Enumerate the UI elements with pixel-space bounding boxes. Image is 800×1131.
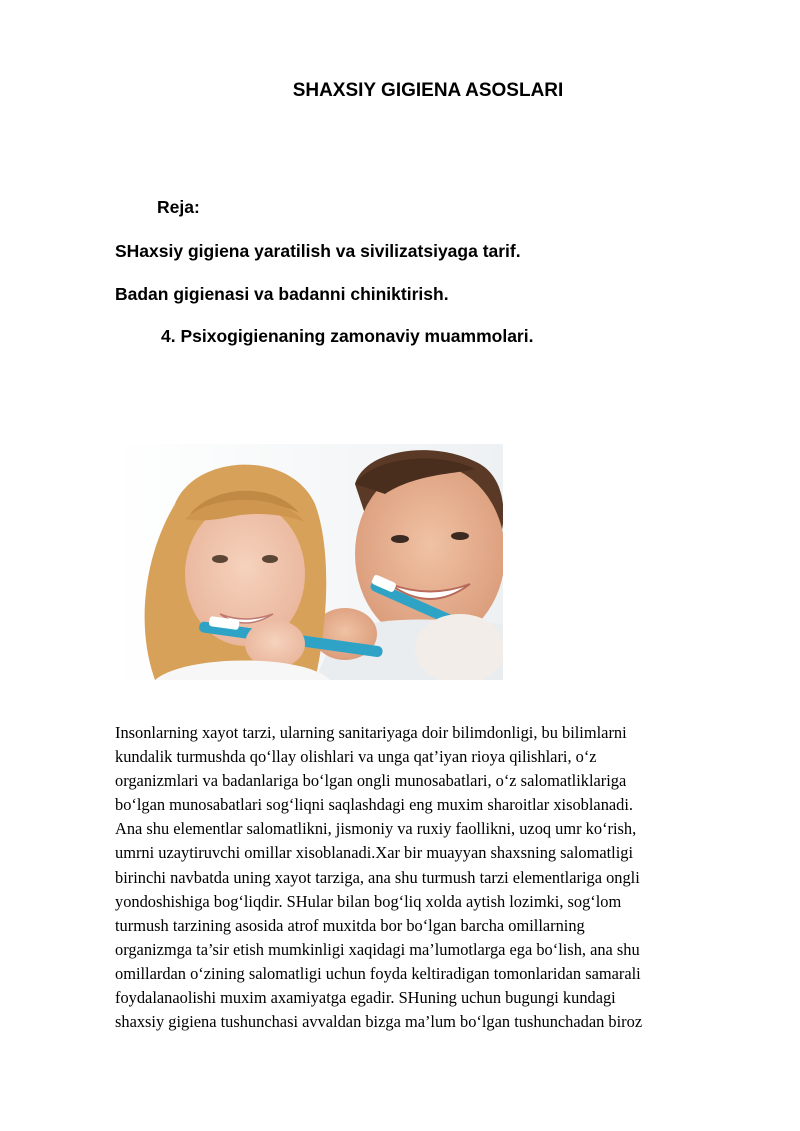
body-paragraph: [115, 721, 725, 1034]
page-title: SHAXSIY GIGIENA ASOSLARI: [292, 80, 564, 101]
paragraph-line: omillardan o‘zining salomatligi uchun foyda keltiradigan tomonlaridan samarali: [115, 963, 641, 983]
brushing-teeth-photo: [115, 444, 503, 680]
paragraph-line: shaxsiy gigiena tushunchasi avvaldan bizga ma’lum bo‘lgan tushunchadan biroz: [115, 1012, 643, 1032]
paragraph-line: turmush tarzining asosida atrof muxitda bor bo‘lgan barcha omillarning: [115, 915, 585, 935]
paragraph-line: kundalik turmushda qo‘llay olishlari va unga qat’iyan rioya qilishlari, o‘z: [115, 747, 597, 767]
paragraph-line: umrni uzaytiruvchi omillar xisoblanadi.Xar bir muayyan shaxsning salomatligi: [115, 843, 634, 863]
paragraph-line: yondoshishiga bog‘liqdir. SHular bilan bog‘liq xolda aytish lozimki, sog‘lom: [115, 891, 622, 911]
paragraph-line: organizmlari va badanlariga bo‘lgan ongli munosabatlari, o‘z salomatliklariga: [115, 771, 627, 791]
paragraph-line: birinchi navbatda uning xayot tarziga, ana shu turmush tarzi elementlariga ongli: [115, 867, 640, 887]
photo-child-and-father-brushing-teeth-icon: [115, 444, 503, 680]
plan-heading: Reja:: [157, 197, 200, 217]
plan-item: 4. Psixogigienaning zamonaviy muammolari.: [161, 326, 534, 346]
paragraph-line: Ana shu elementlar salomatlikni, jismoniy va ruxiy faollikni, uzoq umr ko‘rish,: [115, 819, 637, 839]
paragraph-line: bo‘lgan munosabatlari sog‘liqni saqlashdagi eng muxim sharoitlar xisoblanadi.: [115, 795, 634, 815]
paragraph-line: Insonlarning xayot tarzi, ularning sanitariyaga doir bilimdonligi, bu bilimlarni: [115, 723, 627, 742]
paragraph-line: foydalanaolishi muxim axamiyatga egadir. SHuning uchun bugungi kundagi: [115, 988, 616, 1008]
plan-item: Badan gigienasi va badanni chiniktirish.: [115, 284, 449, 304]
paragraph-line: organizmga ta’sir etish mumkinligi xaqidagi ma’lumotlarga ega bo‘lish, ana shu: [115, 939, 640, 959]
plan-item: SHaxsiy gigiena yaratilish va sivilizatsiyaga tarif.: [115, 241, 521, 261]
